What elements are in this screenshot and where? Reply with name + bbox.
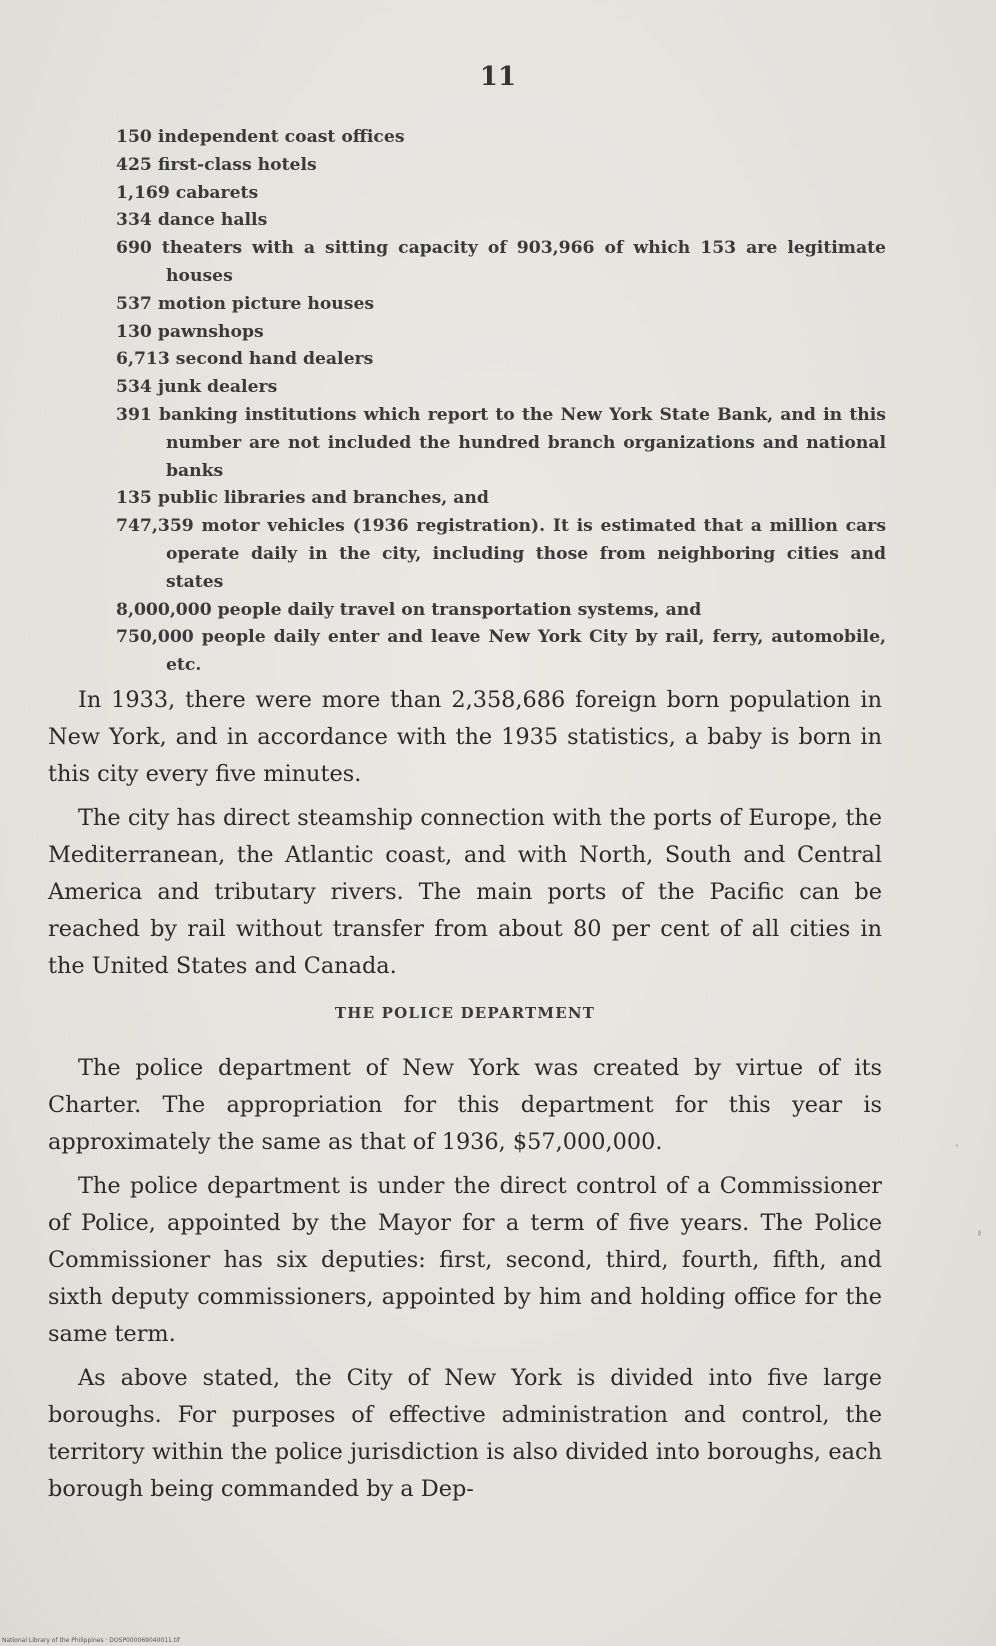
list-item: 425 first-class hotels bbox=[116, 154, 317, 175]
list-item: 130 pawnshops bbox=[116, 321, 264, 342]
paragraph-police-charter: The police department of New York was created by virtue of its Charter. The appropriation for this department for this year is approximately the same as that of 1936, $57,000,000. bbox=[48, 1055, 882, 1155]
list-item: 537 motion picture houses bbox=[116, 293, 375, 314]
scan-footer: National Library of the Philippines · DOSP000069040011.tif bbox=[2, 1637, 180, 1644]
list-item: 1,169 cabarets bbox=[116, 182, 259, 203]
list-item: 750,000 people daily enter and leave New York City by rail, ferry, automobile, etc. bbox=[116, 627, 886, 676]
list-item: 334 dance halls bbox=[116, 210, 268, 231]
paragraph-population: In 1933, there were more than 2,358,686 foreign born population in New York, and in accordance with the 1935 statistics, a baby is born in this city every five minutes. bbox=[48, 687, 882, 787]
list-item: 534 junk dealers bbox=[116, 377, 278, 398]
list-item: 747,359 motor vehicles (1936 registration). It is estimated that a million cars operate daily in the city, including those from neighboring cities and states bbox=[116, 516, 886, 592]
section-heading: THE POLICE DEPARTMENT bbox=[334, 1004, 596, 1022]
paragraph-steamship: The city has direct steamship connection with the ports of Europe, the Mediterranean, the Atlantic coast, and with North, South and Central America and tributary rivers. The main ports of the Pacific can be reached by rail without transfer from about 80 per cent of all cities in the United States and Canada. bbox=[48, 805, 882, 979]
list-item: 8,000,000 people daily travel on transportation systems, and bbox=[116, 599, 702, 620]
list-item: 135 public libraries and branches, and bbox=[116, 488, 489, 509]
statistics-list bbox=[116, 124, 886, 680]
list-item: 391 banking institutions which report to the New York State Bank, and in this number are not included the hundred branch organizations and national banks bbox=[116, 404, 886, 481]
list-item: 690 theaters with a sitting capacity of 903,966 of which 153 are legitimate houses bbox=[116, 238, 886, 286]
scan-speck bbox=[956, 1144, 958, 1147]
list-item: 6,713 second hand dealers bbox=[116, 349, 374, 370]
body-text bbox=[48, 682, 882, 1515]
page-number: 11 bbox=[479, 62, 517, 92]
paragraph-boroughs: As above stated, the City of New York is divided into five large boroughs. For purposes of effective administration and control, the territory within the police jurisdiction is also divided into boroughs, each borough being commanded by a Dep- bbox=[48, 1365, 882, 1502]
paragraph-commissioner: The police department is under the direct control of a Commissioner of Police, appointed by the Mayor for a term of five years. The Police Commissioner has six deputies: first, second, third, fourth, fifth, and sixth deputy commissioners, appointed by him and holding office for the same term. bbox=[48, 1173, 882, 1347]
list-item: 150 independent coast offices bbox=[116, 127, 405, 147]
scan-speck bbox=[978, 1230, 981, 1236]
